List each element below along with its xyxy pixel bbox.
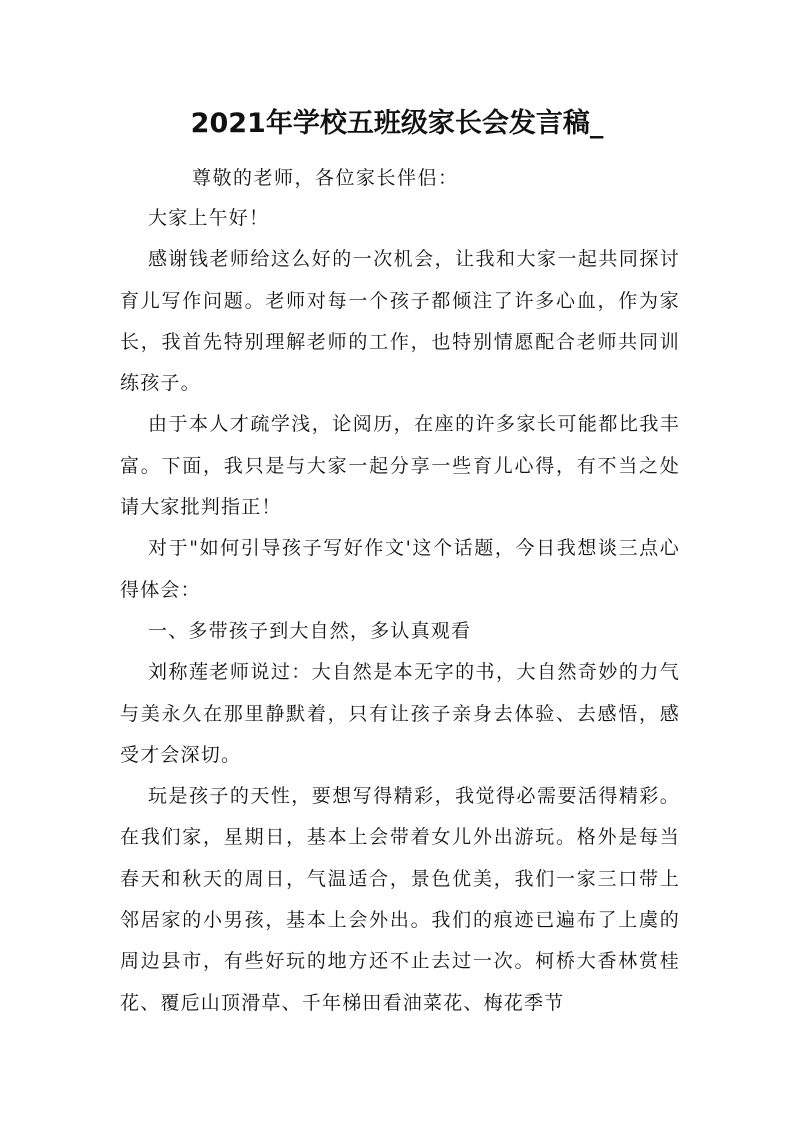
paragraph-greeting: 大家上午好！ <box>148 207 270 229</box>
paragraph-modesty: 由于本人才疏学浅，论阅历，在座的许多家长可能都比我丰富。下面，我只是与大家一起分享一些育儿心得，有不当之处请大家批判指正！ <box>120 413 680 519</box>
section-heading-1: 一、多带孩子到大自然，多认真观看 <box>148 619 472 642</box>
paragraph-topic: 对于"如何引导孩子写好作文'这个话题，今日我想谈三点心得体会： <box>120 537 680 601</box>
salutation: 尊敬的老师，各位家长伴侣： <box>192 167 459 189</box>
document-title: 2021年学校五班级家长会发言稿_ <box>190 108 604 139</box>
paragraph-play: 玩是孩子的天性，要想写得精彩，我觉得必需要活得精彩。在我们家，星期日，基本上会带着女儿外出游玩。格外是每当春天和秋天的周日，气温适合，景色优美，我们一家三口带上邻居家的小男孩，基本上会外出。我们的痕迹已遍布了上虞的周边县市，有些好玩的地方还不止去过一次。柯桥大香林赏桂花、覆卮山顶滑草、千年梯田看油菜花、梅花季节 <box>120 785 680 1014</box>
paragraph-thanks: 感谢钱老师给这么好的一次机会，让我和大家一起共同探讨育儿写作问题。老师对每一个孩子都倾注了许多心血，作为家长，我首先特别理解老师的工作，也特别情愿配合老师共同训练孩子。 <box>120 248 680 395</box>
paragraph-quote: 刘称莲老师说过：大自然是本无字的书，大自然奇妙的力气与美永久在那里静默着，只有让孩子亲身去体验、去感悟，感受才会深切。 <box>120 661 680 766</box>
document-body <box>120 198 680 1024</box>
